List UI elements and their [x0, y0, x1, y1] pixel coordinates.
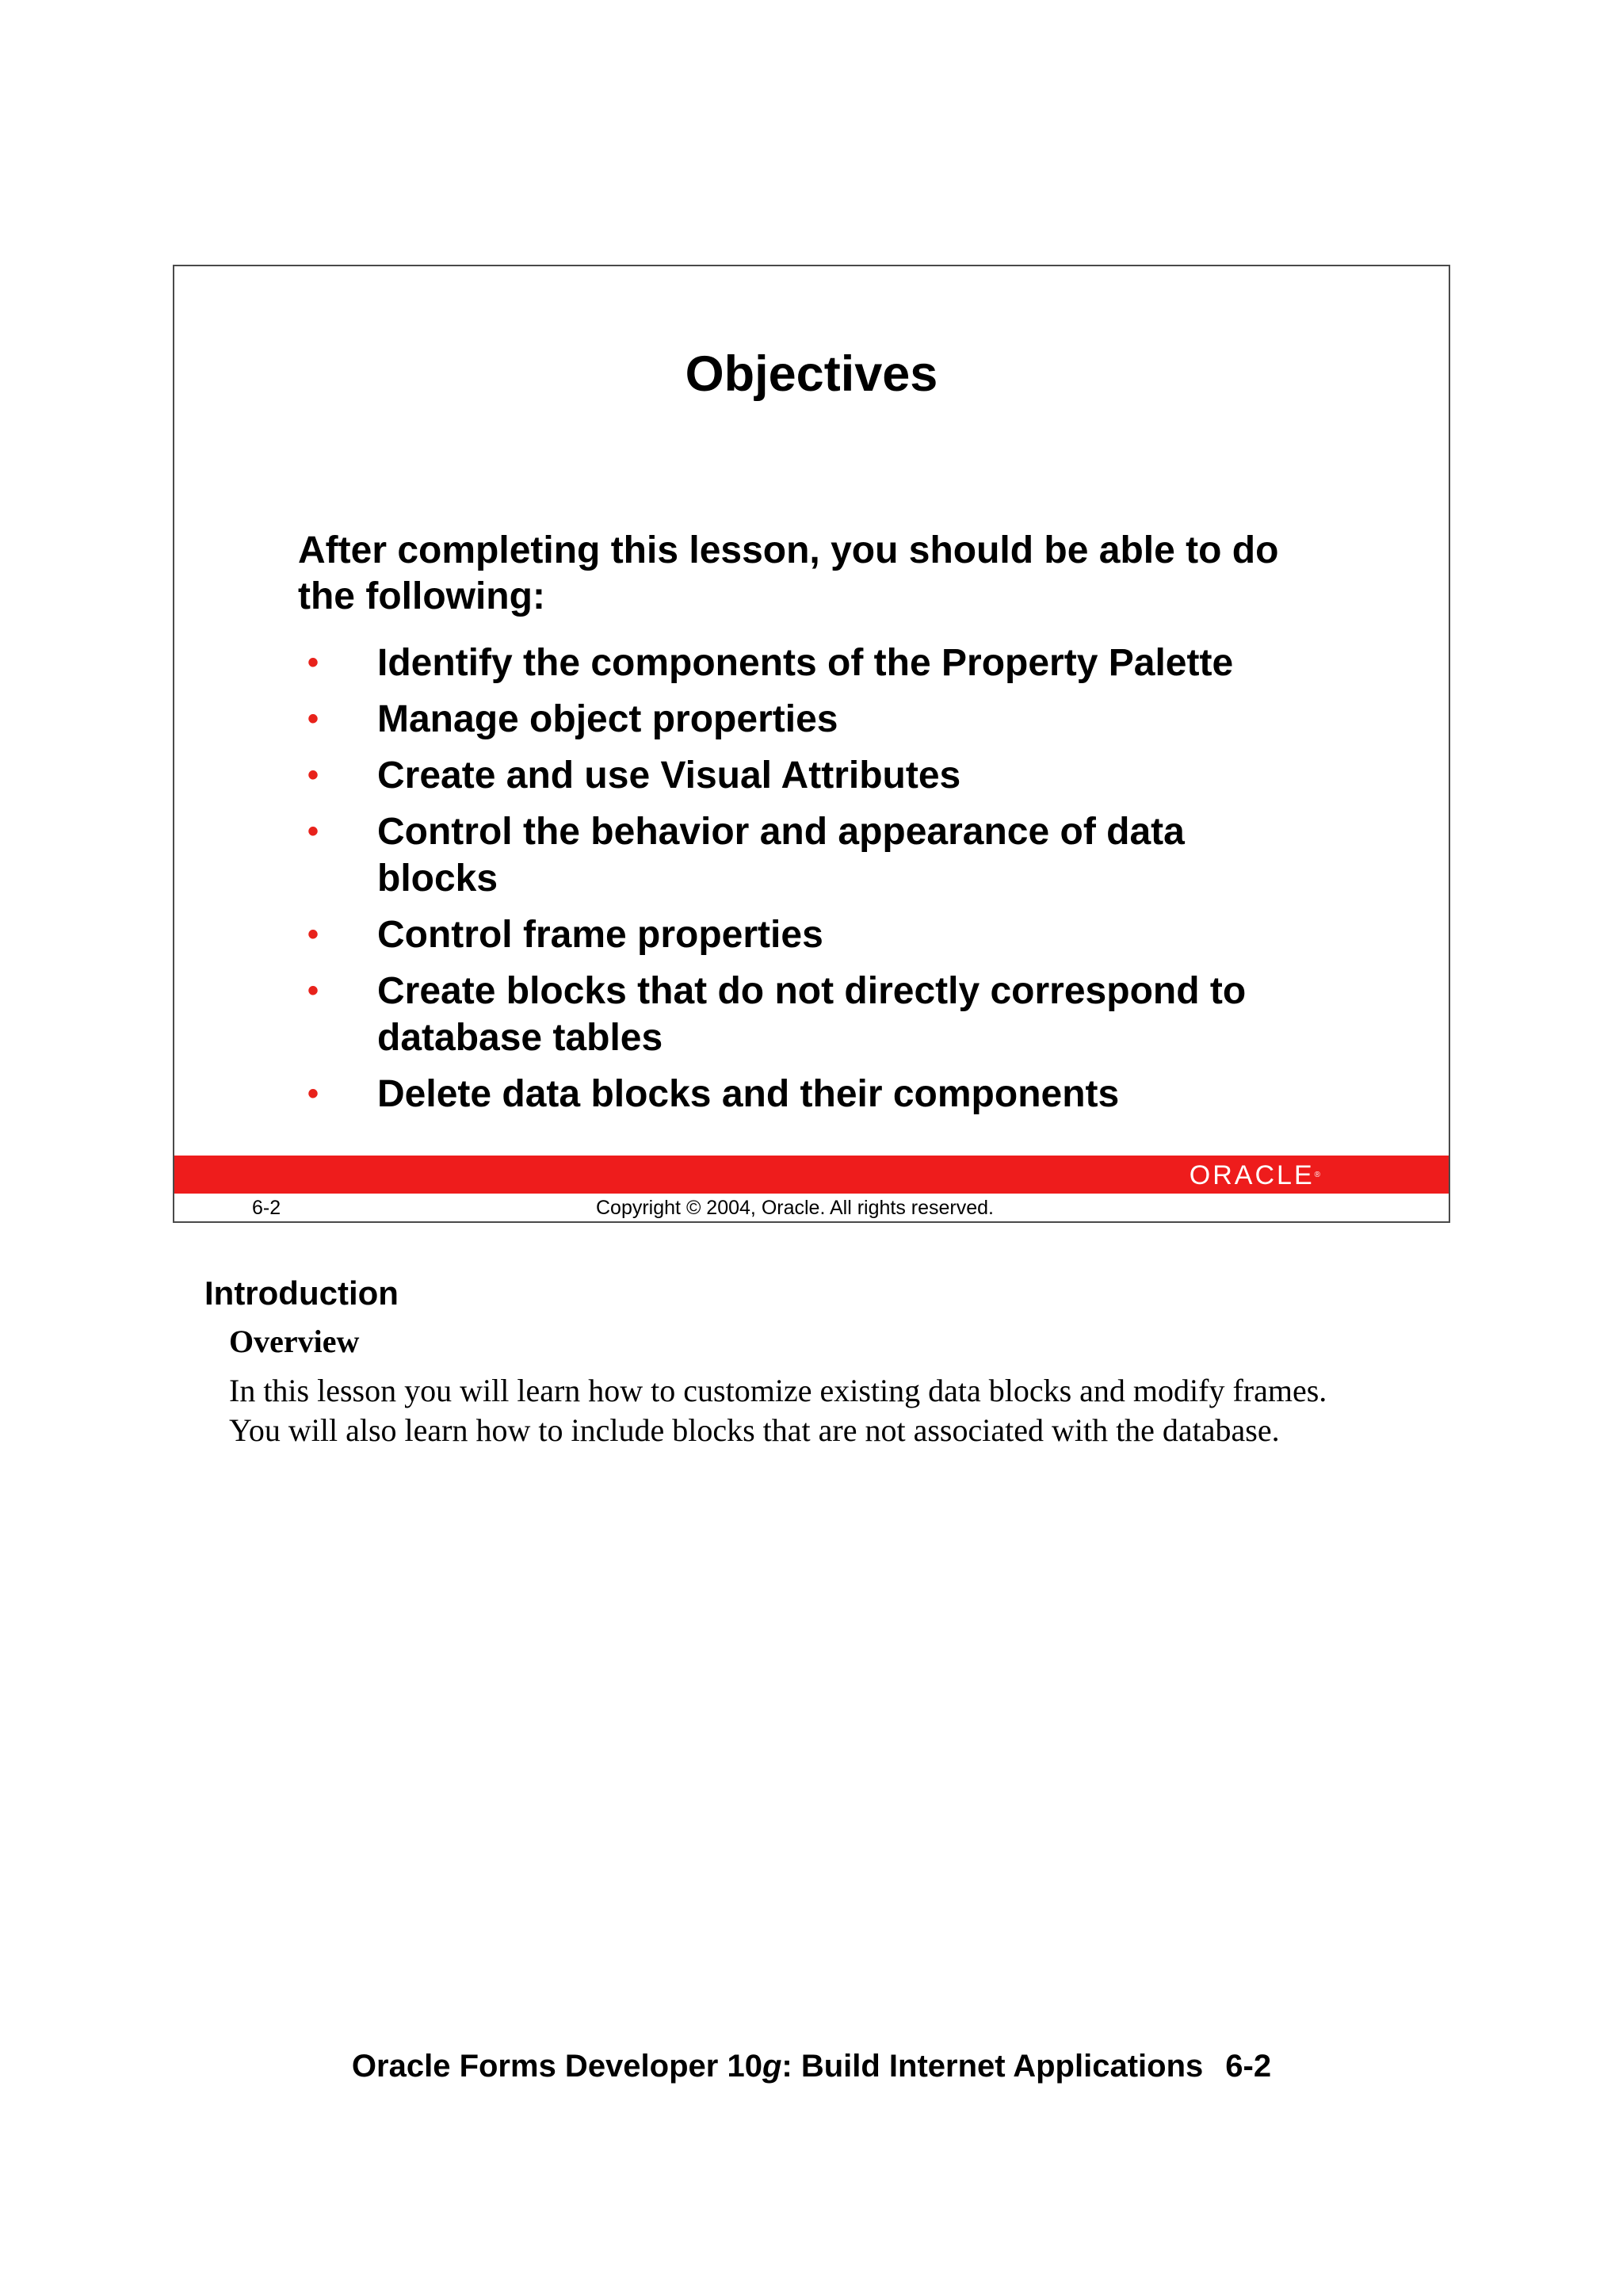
sub-heading: Overview — [229, 1324, 360, 1359]
objective-text: Delete data blocks and their components — [377, 1073, 1120, 1115]
objective-text: Create blocks that do not directly correspond to — [377, 970, 1247, 1012]
objective-text: Control frame properties — [377, 914, 823, 956]
paragraph-line-1: In this lesson you will learn how to customize existing data blocks and modify frames. — [229, 1373, 1327, 1408]
objective-item — [298, 911, 1423, 958]
oracle-logo-text: ORACLE — [1189, 1160, 1315, 1190]
footer-title-italic: g — [762, 2049, 782, 2084]
registered-mark: ® — [1314, 1171, 1320, 1179]
footer-title-prefix: Oracle Forms Developer 10 — [351, 2049, 762, 2084]
objective-text: Control the behavior and appearance of data — [377, 811, 1185, 853]
oracle-logo — [1190, 1162, 1320, 1189]
objective-text: Identify the components of the Property Palette — [377, 642, 1234, 684]
body-paragraph — [229, 1371, 1576, 1450]
objective-item — [298, 1071, 1423, 1117]
slide-footer — [174, 1194, 1449, 1223]
slide-title: Objectives — [685, 346, 938, 402]
slide-frame — [173, 265, 1450, 1223]
slide-number: 6-2 — [252, 1197, 281, 1219]
paragraph-line-2: You will also learn how to include blocks that are not associated with the database. — [229, 1412, 1280, 1448]
objective-text: Manage object properties — [377, 698, 838, 740]
intro-line-2: the following: — [298, 575, 545, 617]
footer-page-number: 6-2 — [1225, 2049, 1272, 2084]
footer-title-suffix: : Build Internet Applications — [781, 2049, 1204, 2084]
brand-bar — [174, 1156, 1449, 1194]
objective-text: Create and use Visual Attributes — [377, 755, 961, 797]
objective-item — [298, 640, 1423, 686]
bullet-icon: • — [307, 917, 319, 952]
objective-item — [298, 808, 1423, 902]
bullet-icon: • — [307, 973, 319, 1008]
objectives-list — [298, 640, 1423, 1127]
section-heading: Introduction — [204, 1274, 399, 1312]
bullet-icon: • — [307, 758, 319, 793]
objective-item — [298, 752, 1423, 799]
page-footer — [0, 2046, 1623, 2086]
bullet-icon: • — [307, 701, 319, 736]
objective-text-continued: blocks — [377, 858, 498, 900]
bullet-icon: • — [307, 645, 319, 680]
copyright-notice: Copyright © 2004, Oracle. All rights reserved. — [596, 1197, 994, 1219]
objective-item — [298, 968, 1423, 1061]
objective-item — [298, 696, 1423, 743]
objective-text-continued: database tables — [377, 1017, 663, 1059]
intro-line-1: After completing this lesson, you should be able to do — [298, 529, 1279, 571]
bullet-icon: • — [307, 1076, 319, 1111]
bullet-icon: • — [307, 814, 319, 849]
